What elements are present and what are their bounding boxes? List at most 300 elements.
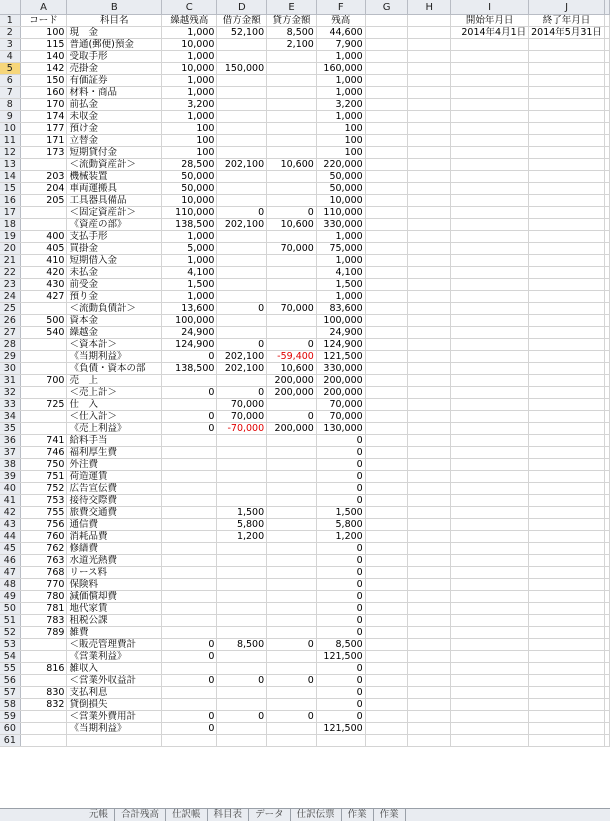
cell-f16[interactable]: 10,000: [316, 195, 365, 207]
cell-b44[interactable]: 消耗品費: [67, 531, 162, 543]
row-header[interactable]: 24: [0, 291, 20, 303]
cell-h38[interactable]: [408, 459, 451, 471]
row-header[interactable]: 18: [0, 219, 20, 231]
row-header[interactable]: 52: [0, 627, 20, 639]
cell-b9[interactable]: 未収金: [67, 111, 162, 123]
cell-a37[interactable]: 746: [20, 447, 67, 459]
cell-b53[interactable]: ＜販売管理費計: [67, 639, 162, 651]
cell-f53[interactable]: 8,500: [316, 639, 365, 651]
cell-g39[interactable]: [365, 471, 408, 483]
cell-f10[interactable]: 100: [316, 123, 365, 135]
cell-i11[interactable]: [451, 135, 529, 147]
cell-h59[interactable]: [408, 711, 451, 723]
cell-g35[interactable]: [365, 423, 408, 435]
cell-d30[interactable]: 202,100: [217, 363, 267, 375]
cell-h21[interactable]: [408, 255, 451, 267]
cell-b50[interactable]: 地代家賃: [67, 603, 162, 615]
cell-k[interactable]: [605, 675, 610, 687]
cell-g21[interactable]: [365, 255, 408, 267]
cell-e30[interactable]: 10,600: [267, 363, 317, 375]
cell-c23[interactable]: 1,500: [162, 279, 217, 291]
cell-j49[interactable]: [529, 591, 605, 603]
row-header[interactable]: 32: [0, 387, 20, 399]
cell-g51[interactable]: [365, 615, 408, 627]
cell-d25[interactable]: 0: [217, 303, 267, 315]
cell-f43[interactable]: 5,800: [316, 519, 365, 531]
cell-h28[interactable]: [408, 339, 451, 351]
row-header[interactable]: 42: [0, 507, 20, 519]
row-header[interactable]: 21: [0, 255, 20, 267]
cell-h14[interactable]: [408, 171, 451, 183]
row-header[interactable]: 7: [0, 87, 20, 99]
cell-k[interactable]: [605, 615, 610, 627]
cell-d51[interactable]: [217, 615, 267, 627]
cell-d12[interactable]: [217, 147, 267, 159]
column-header-h[interactable]: H: [408, 0, 451, 15]
cell-a36[interactable]: 741: [20, 435, 67, 447]
row-header[interactable]: 47: [0, 567, 20, 579]
cell-k[interactable]: [605, 591, 610, 603]
cell-b30[interactable]: 《負債・資本の部: [67, 363, 162, 375]
cell-d29[interactable]: 202,100: [217, 351, 267, 363]
cell-a1[interactable]: コード: [20, 15, 67, 27]
row-header[interactable]: 58: [0, 699, 20, 711]
cell-j27[interactable]: [529, 327, 605, 339]
cell-g18[interactable]: [365, 219, 408, 231]
cell-f47[interactable]: 0: [316, 567, 365, 579]
cell-k[interactable]: [605, 567, 610, 579]
cell-e42[interactable]: [267, 507, 317, 519]
cell-e34[interactable]: 0: [267, 411, 317, 423]
cell-e12[interactable]: [267, 147, 317, 159]
cell-j59[interactable]: [529, 711, 605, 723]
cell-b33[interactable]: 仕 入: [67, 399, 162, 411]
cell-b48[interactable]: 保険料: [67, 579, 162, 591]
cell-c46[interactable]: [162, 555, 217, 567]
cell-h44[interactable]: [408, 531, 451, 543]
cell-d42[interactable]: 1,500: [217, 507, 267, 519]
cell-e40[interactable]: [267, 483, 317, 495]
cell-i32[interactable]: [451, 387, 529, 399]
cell-c18[interactable]: 138,500: [162, 219, 217, 231]
cell-a14[interactable]: 203: [20, 171, 67, 183]
cell-c36[interactable]: [162, 435, 217, 447]
cell-i56[interactable]: [451, 675, 529, 687]
cell-d9[interactable]: [217, 111, 267, 123]
cell-e43[interactable]: [267, 519, 317, 531]
cell-a3[interactable]: 115: [20, 39, 67, 51]
cell-k[interactable]: [605, 543, 610, 555]
cell-a21[interactable]: 410: [20, 255, 67, 267]
cell-a60[interactable]: [20, 723, 67, 735]
cell-e2[interactable]: 8,500: [267, 27, 317, 39]
cell-i2[interactable]: 2014年4月1日: [451, 27, 529, 39]
cell-c41[interactable]: [162, 495, 217, 507]
column-header-d[interactable]: D: [217, 0, 267, 15]
row-header[interactable]: 3: [0, 39, 20, 51]
cell-i38[interactable]: [451, 459, 529, 471]
cell-j24[interactable]: [529, 291, 605, 303]
cell-f50[interactable]: 0: [316, 603, 365, 615]
cell-j32[interactable]: [529, 387, 605, 399]
cell-i41[interactable]: [451, 495, 529, 507]
cell-f21[interactable]: 1,000: [316, 255, 365, 267]
cell-h57[interactable]: [408, 687, 451, 699]
sheet-tab-bar[interactable]: [0, 808, 610, 821]
cell-j61[interactable]: [529, 735, 605, 747]
cell-d18[interactable]: 202,100: [217, 219, 267, 231]
cell-g54[interactable]: [365, 651, 408, 663]
cell-i6[interactable]: [451, 75, 529, 87]
cell-f7[interactable]: 1,000: [316, 87, 365, 99]
cell-j7[interactable]: [529, 87, 605, 99]
cell-f3[interactable]: 7,900: [316, 39, 365, 51]
cell-g30[interactable]: [365, 363, 408, 375]
cell-d43[interactable]: 5,800: [217, 519, 267, 531]
cell-e1[interactable]: 貸方金額: [267, 15, 317, 27]
cell-e56[interactable]: 0: [267, 675, 317, 687]
row-header[interactable]: 49: [0, 591, 20, 603]
cell-d5[interactable]: 150,000: [217, 63, 267, 75]
cell-f2[interactable]: 44,600: [316, 27, 365, 39]
cell-k[interactable]: [605, 735, 610, 747]
cell-g22[interactable]: [365, 267, 408, 279]
cell-g57[interactable]: [365, 687, 408, 699]
cell-h55[interactable]: [408, 663, 451, 675]
cell-g42[interactable]: [365, 507, 408, 519]
cell-b4[interactable]: 受取手形: [67, 51, 162, 63]
cell-b36[interactable]: 給料手当: [67, 435, 162, 447]
cell-c4[interactable]: 1,000: [162, 51, 217, 63]
cell-e58[interactable]: [267, 699, 317, 711]
cell-d10[interactable]: [217, 123, 267, 135]
cell-h19[interactable]: [408, 231, 451, 243]
cell-b29[interactable]: 《当期利益》: [67, 351, 162, 363]
row-header[interactable]: 50: [0, 603, 20, 615]
row-header[interactable]: 2: [0, 27, 20, 39]
cell-i8[interactable]: [451, 99, 529, 111]
row-header[interactable]: 29: [0, 351, 20, 363]
cell-i47[interactable]: [451, 567, 529, 579]
cell-h42[interactable]: [408, 507, 451, 519]
cell-c56[interactable]: 0: [162, 675, 217, 687]
cell-j28[interactable]: [529, 339, 605, 351]
cell-g29[interactable]: [365, 351, 408, 363]
cell-e52[interactable]: [267, 627, 317, 639]
cell-j53[interactable]: [529, 639, 605, 651]
cell-j54[interactable]: [529, 651, 605, 663]
cell-c35[interactable]: 0: [162, 423, 217, 435]
cell-j18[interactable]: [529, 219, 605, 231]
cell-k[interactable]: [605, 303, 610, 315]
cell-c59[interactable]: 0: [162, 711, 217, 723]
row-header[interactable]: 22: [0, 267, 20, 279]
cell-c43[interactable]: [162, 519, 217, 531]
cell-i28[interactable]: [451, 339, 529, 351]
cell-k[interactable]: [605, 219, 610, 231]
row-header[interactable]: 30: [0, 363, 20, 375]
cell-d8[interactable]: [217, 99, 267, 111]
cell-g41[interactable]: [365, 495, 408, 507]
cell-a59[interactable]: [20, 711, 67, 723]
cell-h60[interactable]: [408, 723, 451, 735]
row-header[interactable]: 41: [0, 495, 20, 507]
sheet-tab[interactable]: データ: [249, 809, 291, 821]
cell-j44[interactable]: [529, 531, 605, 543]
cell-d37[interactable]: [217, 447, 267, 459]
cell-f26[interactable]: 100,000: [316, 315, 365, 327]
sheet-tab[interactable]: 作業: [342, 809, 374, 821]
cell-i60[interactable]: [451, 723, 529, 735]
cell-k[interactable]: [605, 423, 610, 435]
cell-b37[interactable]: 福利厚生費: [67, 447, 162, 459]
cell-h24[interactable]: [408, 291, 451, 303]
cell-g34[interactable]: [365, 411, 408, 423]
cell-d2[interactable]: 52,100: [217, 27, 267, 39]
cell-h2[interactable]: [408, 27, 451, 39]
column-header-j[interactable]: J: [529, 0, 605, 15]
cell-b40[interactable]: 広告宣伝費: [67, 483, 162, 495]
cell-j51[interactable]: [529, 615, 605, 627]
cell-g49[interactable]: [365, 591, 408, 603]
cell-e4[interactable]: [267, 51, 317, 63]
cell-a5[interactable]: 142: [20, 63, 67, 75]
cell-k[interactable]: [605, 711, 610, 723]
cell-c27[interactable]: 24,900: [162, 327, 217, 339]
cell-b6[interactable]: 有価証券: [67, 75, 162, 87]
cell-g8[interactable]: [365, 99, 408, 111]
cell-j39[interactable]: [529, 471, 605, 483]
cell-d35[interactable]: -70,000: [217, 423, 267, 435]
cell-f1[interactable]: 残高: [316, 15, 365, 27]
cell-c48[interactable]: [162, 579, 217, 591]
cell-f18[interactable]: 330,000: [316, 219, 365, 231]
row-header[interactable]: 20: [0, 243, 20, 255]
cell-k[interactable]: [605, 351, 610, 363]
cell-j26[interactable]: [529, 315, 605, 327]
cell-a12[interactable]: 173: [20, 147, 67, 159]
cell-a44[interactable]: 760: [20, 531, 67, 543]
cell-k[interactable]: [605, 723, 610, 735]
cell-h3[interactable]: [408, 39, 451, 51]
cell-a42[interactable]: 755: [20, 507, 67, 519]
cell-i46[interactable]: [451, 555, 529, 567]
cell-b42[interactable]: 旅費交通費: [67, 507, 162, 519]
cell-b21[interactable]: 短期借入金: [67, 255, 162, 267]
cell-b31[interactable]: 売 上: [67, 375, 162, 387]
cell-j46[interactable]: [529, 555, 605, 567]
cell-k[interactable]: [605, 39, 610, 51]
column-header-c[interactable]: C: [162, 0, 217, 15]
cell-a55[interactable]: 816: [20, 663, 67, 675]
cell-b55[interactable]: 雑収入: [67, 663, 162, 675]
cell-k[interactable]: [605, 339, 610, 351]
row-header[interactable]: 23: [0, 279, 20, 291]
cell-f24[interactable]: 1,000: [316, 291, 365, 303]
cell-f12[interactable]: 100: [316, 147, 365, 159]
cell-g43[interactable]: [365, 519, 408, 531]
cell-b10[interactable]: 預け金: [67, 123, 162, 135]
cell-a41[interactable]: 753: [20, 495, 67, 507]
cell-f13[interactable]: 220,000: [316, 159, 365, 171]
cell-e5[interactable]: [267, 63, 317, 75]
cell-d16[interactable]: [217, 195, 267, 207]
cell-a13[interactable]: [20, 159, 67, 171]
cell-a6[interactable]: 150: [20, 75, 67, 87]
cell-g13[interactable]: [365, 159, 408, 171]
cell-k[interactable]: [605, 663, 610, 675]
cell-g47[interactable]: [365, 567, 408, 579]
cell-g10[interactable]: [365, 123, 408, 135]
cell-b2[interactable]: 現 金: [67, 27, 162, 39]
cell-f39[interactable]: 0: [316, 471, 365, 483]
row-header[interactable]: 1: [0, 15, 20, 27]
cell-e31[interactable]: 200,000: [267, 375, 317, 387]
cell-h52[interactable]: [408, 627, 451, 639]
cell-h35[interactable]: [408, 423, 451, 435]
cell-e24[interactable]: [267, 291, 317, 303]
row-header[interactable]: 34: [0, 411, 20, 423]
cell-c54[interactable]: 0: [162, 651, 217, 663]
cell-g38[interactable]: [365, 459, 408, 471]
cell-i55[interactable]: [451, 663, 529, 675]
column-header-a[interactable]: A: [20, 0, 67, 15]
cell-a18[interactable]: [20, 219, 67, 231]
cell-g25[interactable]: [365, 303, 408, 315]
row-header[interactable]: 13: [0, 159, 20, 171]
cell-c2[interactable]: 1,000: [162, 27, 217, 39]
cell-f27[interactable]: 24,900: [316, 327, 365, 339]
cell-j29[interactable]: [529, 351, 605, 363]
cell-a58[interactable]: 832: [20, 699, 67, 711]
cell-i23[interactable]: [451, 279, 529, 291]
cell-c45[interactable]: [162, 543, 217, 555]
cell-b35[interactable]: 《売上利益》: [67, 423, 162, 435]
cell-e50[interactable]: [267, 603, 317, 615]
cell-i20[interactable]: [451, 243, 529, 255]
cell-e21[interactable]: [267, 255, 317, 267]
cell-a30[interactable]: [20, 363, 67, 375]
cell-f25[interactable]: 83,600: [316, 303, 365, 315]
cell-f14[interactable]: 50,000: [316, 171, 365, 183]
cell-i10[interactable]: [451, 123, 529, 135]
cell-j10[interactable]: [529, 123, 605, 135]
cell-c57[interactable]: [162, 687, 217, 699]
cell-j4[interactable]: [529, 51, 605, 63]
cell-g37[interactable]: [365, 447, 408, 459]
cell-f23[interactable]: 1,500: [316, 279, 365, 291]
cell-d32[interactable]: 0: [217, 387, 267, 399]
cell-g53[interactable]: [365, 639, 408, 651]
cell-i45[interactable]: [451, 543, 529, 555]
cell-d34[interactable]: 70,000: [217, 411, 267, 423]
cell-k[interactable]: [605, 519, 610, 531]
cell-i53[interactable]: [451, 639, 529, 651]
cell-h18[interactable]: [408, 219, 451, 231]
cell-d24[interactable]: [217, 291, 267, 303]
row-header[interactable]: 15: [0, 183, 20, 195]
cell-e8[interactable]: [267, 99, 317, 111]
cell-b12[interactable]: 短期貸付金: [67, 147, 162, 159]
cell-k[interactable]: [605, 123, 610, 135]
cell-c22[interactable]: 4,100: [162, 267, 217, 279]
cell-i21[interactable]: [451, 255, 529, 267]
cell-a49[interactable]: 780: [20, 591, 67, 603]
cell-i1[interactable]: 開始年月日: [451, 15, 529, 27]
cell-h36[interactable]: [408, 435, 451, 447]
row-header[interactable]: 14: [0, 171, 20, 183]
cell-e46[interactable]: [267, 555, 317, 567]
cell-d55[interactable]: [217, 663, 267, 675]
cell-e57[interactable]: [267, 687, 317, 699]
cell-i42[interactable]: [451, 507, 529, 519]
column-header-i[interactable]: I: [451, 0, 529, 15]
cell-e47[interactable]: [267, 567, 317, 579]
cell-k[interactable]: [605, 447, 610, 459]
cell-k[interactable]: [605, 531, 610, 543]
cell-h48[interactable]: [408, 579, 451, 591]
cell-g40[interactable]: [365, 483, 408, 495]
cell-i9[interactable]: [451, 111, 529, 123]
cell-i12[interactable]: [451, 147, 529, 159]
cell-a61[interactable]: [20, 735, 67, 747]
cell-f17[interactable]: 110,000: [316, 207, 365, 219]
cell-k[interactable]: [605, 99, 610, 111]
cell-g46[interactable]: [365, 555, 408, 567]
cell-e10[interactable]: [267, 123, 317, 135]
cell-a50[interactable]: 781: [20, 603, 67, 615]
cell-j41[interactable]: [529, 495, 605, 507]
cell-j35[interactable]: [529, 423, 605, 435]
cell-c6[interactable]: 1,000: [162, 75, 217, 87]
cell-f20[interactable]: 75,000: [316, 243, 365, 255]
cell-h54[interactable]: [408, 651, 451, 663]
cell-e3[interactable]: 2,100: [267, 39, 317, 51]
cell-b7[interactable]: 材料・商品: [67, 87, 162, 99]
cell-g16[interactable]: [365, 195, 408, 207]
row-header[interactable]: 57: [0, 687, 20, 699]
cell-e17[interactable]: 0: [267, 207, 317, 219]
cell-k[interactable]: [605, 399, 610, 411]
cell-f32[interactable]: 200,000: [316, 387, 365, 399]
cell-f28[interactable]: 124,900: [316, 339, 365, 351]
cell-c42[interactable]: [162, 507, 217, 519]
cell-d3[interactable]: [217, 39, 267, 51]
cell-k[interactable]: [605, 171, 610, 183]
cell-k[interactable]: [605, 699, 610, 711]
cell-d17[interactable]: 0: [217, 207, 267, 219]
cell-j2[interactable]: 2014年5月31日: [529, 27, 605, 39]
cell-d40[interactable]: [217, 483, 267, 495]
cell-i49[interactable]: [451, 591, 529, 603]
cell-e33[interactable]: [267, 399, 317, 411]
cell-j52[interactable]: [529, 627, 605, 639]
cell-i51[interactable]: [451, 615, 529, 627]
cell-j8[interactable]: [529, 99, 605, 111]
cell-b20[interactable]: 買掛金: [67, 243, 162, 255]
row-header[interactable]: 9: [0, 111, 20, 123]
cell-f22[interactable]: 4,100: [316, 267, 365, 279]
cell-k[interactable]: [605, 231, 610, 243]
cell-c61[interactable]: [162, 735, 217, 747]
cell-d22[interactable]: [217, 267, 267, 279]
cell-f48[interactable]: 0: [316, 579, 365, 591]
cell-e11[interactable]: [267, 135, 317, 147]
cell-k[interactable]: [605, 183, 610, 195]
cell-e48[interactable]: [267, 579, 317, 591]
row-header[interactable]: 12: [0, 147, 20, 159]
cell-i33[interactable]: [451, 399, 529, 411]
